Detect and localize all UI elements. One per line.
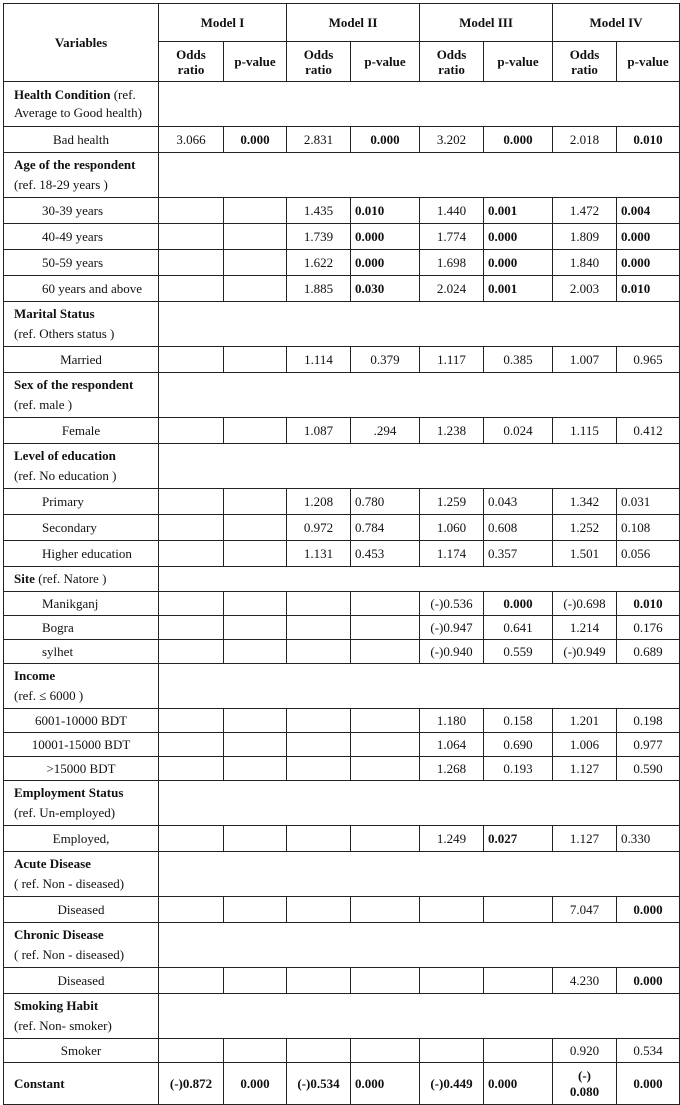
row-label: 10001-15000 BDT	[4, 733, 159, 757]
table-row	[4, 198, 680, 224]
group-row-site	[4, 567, 680, 592]
table-row	[4, 1039, 680, 1063]
p-value-cell: 0.001	[484, 198, 553, 224]
p-value-cell: 0.000	[351, 127, 420, 153]
group-label	[4, 923, 159, 968]
odds-ratio-cell: 1.440	[420, 198, 484, 224]
p-value-cell	[224, 616, 287, 640]
variables-header: Variables	[4, 4, 159, 82]
table-row	[4, 127, 680, 153]
odds-ratio-cell: (-)0.949	[553, 640, 617, 664]
odds-ratio-cell: 1.698	[420, 250, 484, 276]
p-value-cell	[351, 709, 420, 733]
p-value-cell	[224, 709, 287, 733]
row-label: sylhet	[4, 640, 159, 664]
odds-ratio-cell: 1.774	[420, 224, 484, 250]
odds-ratio-cell: 1.087	[287, 418, 351, 444]
group-ref: (ref. ≤ 6000 )	[14, 688, 84, 703]
p-value-cell	[224, 897, 287, 923]
p-value-cell	[224, 250, 287, 276]
odds-ratio-cell: 1.115	[553, 418, 617, 444]
group-label	[4, 781, 159, 826]
p-value-cell: 0.010	[351, 198, 420, 224]
group-empty-cell	[159, 153, 680, 198]
p-value-cell	[224, 826, 287, 852]
odds-ratio-cell	[287, 733, 351, 757]
p-value-cell: 0.559	[484, 640, 553, 664]
group-empty-cell	[159, 923, 680, 968]
p-value-cell: 0.027	[484, 826, 553, 852]
p-value-cell	[351, 733, 420, 757]
row-label: Bogra	[4, 616, 159, 640]
odds-ratio-cell: 1.180	[420, 709, 484, 733]
odds-ratio-cell: 1.342	[553, 489, 617, 515]
odds-ratio-cell	[287, 968, 351, 994]
p-value-cell: 0.000	[484, 224, 553, 250]
p-value-cell	[351, 592, 420, 616]
p-value-cell: 0.004	[617, 198, 680, 224]
p-value-cell	[224, 276, 287, 302]
odds-ratio-cell: 1.117	[420, 347, 484, 373]
p-value-header: p-value	[224, 42, 287, 82]
p-value-cell	[224, 968, 287, 994]
odds-ratio-cell	[159, 897, 224, 923]
odds-ratio-cell	[287, 826, 351, 852]
p-value-cell	[224, 489, 287, 515]
odds-ratio-cell: 1.885	[287, 276, 351, 302]
row-label: Smoker	[4, 1039, 159, 1063]
p-value-cell	[224, 347, 287, 373]
group-label	[4, 664, 159, 709]
group-ref: (ref. male )	[14, 397, 73, 412]
p-value-cell	[351, 826, 420, 852]
table-row	[4, 592, 680, 616]
group-row-chronic	[4, 923, 680, 968]
odds-ratio-cell	[159, 198, 224, 224]
table-row	[4, 418, 680, 444]
model-1-header: Model I	[159, 4, 287, 42]
odds-ratio-cell: 1.201	[553, 709, 617, 733]
row-label: Bad health	[4, 127, 159, 153]
odds-ratio-cell: 1.064	[420, 733, 484, 757]
odds-ratio-cell	[287, 592, 351, 616]
odds-ratio-cell: 1.739	[287, 224, 351, 250]
group-label	[4, 153, 159, 198]
odds-ratio-header: Odds ratio	[553, 42, 617, 82]
p-value-cell: 0.198	[617, 709, 680, 733]
group-row-employment	[4, 781, 680, 826]
p-value-cell: 0.000	[617, 968, 680, 994]
odds-ratio-cell: 1.127	[553, 826, 617, 852]
p-value-cell: 0.031	[617, 489, 680, 515]
odds-ratio-cell: (-)0.698	[553, 592, 617, 616]
odds-ratio-cell: 1.238	[420, 418, 484, 444]
p-value-cell	[224, 198, 287, 224]
p-value-header: p-value	[351, 42, 420, 82]
p-value-cell	[224, 541, 287, 567]
p-value-cell: 0.000	[224, 1063, 287, 1105]
p-value-header: p-value	[484, 42, 553, 82]
table-row	[4, 968, 680, 994]
group-empty-cell	[159, 302, 680, 347]
p-value-cell: 0.000	[484, 250, 553, 276]
constant-row	[4, 1063, 680, 1105]
odds-ratio-cell	[159, 592, 224, 616]
odds-ratio-cell	[287, 897, 351, 923]
p-value-cell	[484, 968, 553, 994]
p-value-cell	[351, 757, 420, 781]
odds-ratio-cell	[420, 1039, 484, 1063]
odds-ratio-cell: 1.501	[553, 541, 617, 567]
table-row	[4, 224, 680, 250]
group-ref: ( ref. Non - diseased)	[14, 876, 125, 891]
p-value-cell	[224, 757, 287, 781]
p-value-cell: 0.010	[617, 276, 680, 302]
p-value-cell: 0.590	[617, 757, 680, 781]
table-row	[4, 276, 680, 302]
p-value-cell: 0.108	[617, 515, 680, 541]
p-value-cell	[351, 640, 420, 664]
group-ref: (ref. 18-29 years )	[14, 177, 108, 192]
table-row	[4, 489, 680, 515]
p-value-cell	[224, 640, 287, 664]
p-value-cell: 0.010	[617, 592, 680, 616]
p-value-cell: 0.193	[484, 757, 553, 781]
odds-ratio-cell: 1.249	[420, 826, 484, 852]
odds-ratio-cell: 1.060	[420, 515, 484, 541]
group-row-income	[4, 664, 680, 709]
group-row-smoking	[4, 994, 680, 1039]
odds-ratio-cell: 2.018	[553, 127, 617, 153]
table-row	[4, 826, 680, 852]
odds-ratio-cell	[420, 968, 484, 994]
table-row	[4, 250, 680, 276]
odds-ratio-cell: 3.202	[420, 127, 484, 153]
odds-ratio-cell: (-)0.534	[287, 1063, 351, 1105]
regression-table	[3, 3, 680, 1105]
odds-ratio-cell	[159, 250, 224, 276]
group-ref: (ref. Others status )	[14, 326, 115, 341]
odds-ratio-cell: 3.066	[159, 127, 224, 153]
group-title: Chronic Disease	[14, 927, 104, 942]
odds-ratio-cell	[159, 616, 224, 640]
p-value-cell: 0.024	[484, 418, 553, 444]
model-4-header: Model IV	[553, 4, 680, 42]
odds-ratio-cell	[159, 276, 224, 302]
p-value-cell: 0.690	[484, 733, 553, 757]
group-row-marital	[4, 302, 680, 347]
odds-ratio-cell	[159, 709, 224, 733]
odds-ratio-cell	[159, 826, 224, 852]
p-value-cell: .294	[351, 418, 420, 444]
group-label	[4, 82, 159, 127]
row-label: Manikganj	[4, 592, 159, 616]
p-value-header: p-value	[617, 42, 680, 82]
model-2-header: Model II	[287, 4, 420, 42]
group-empty-cell	[159, 373, 680, 418]
odds-ratio-cell: 1.208	[287, 489, 351, 515]
group-title: Acute Disease	[14, 856, 91, 871]
odds-ratio-cell	[159, 418, 224, 444]
p-value-cell: 0.689	[617, 640, 680, 664]
odds-ratio-cell	[287, 757, 351, 781]
table-row	[4, 709, 680, 733]
group-label	[4, 852, 159, 897]
row-label: Constant	[4, 1063, 159, 1105]
group-ref: (ref. Non- smoker)	[14, 1018, 112, 1033]
p-value-cell: 0.000	[351, 250, 420, 276]
odds-ratio-cell: 0.920	[553, 1039, 617, 1063]
group-row-age	[4, 153, 680, 198]
group-ref: (ref. Natore )	[34, 571, 107, 586]
p-value-cell: 0.000	[484, 1063, 553, 1105]
group-title: Site	[14, 571, 35, 586]
odds-ratio-cell: 2.024	[420, 276, 484, 302]
row-label: 50-59 years	[4, 250, 159, 276]
odds-ratio-cell: 1.840	[553, 250, 617, 276]
odds-ratio-cell: 0.972	[287, 515, 351, 541]
group-row-acute	[4, 852, 680, 897]
group-title: Marital Status	[14, 306, 95, 321]
odds-ratio-cell: 1.622	[287, 250, 351, 276]
odds-ratio-cell: 1.252	[553, 515, 617, 541]
group-empty-cell	[159, 82, 680, 127]
table-row	[4, 515, 680, 541]
p-value-cell: 0.000	[617, 224, 680, 250]
group-label	[4, 444, 159, 489]
p-value-cell	[484, 1039, 553, 1063]
odds-ratio-cell: 1.472	[553, 198, 617, 224]
p-value-cell: 0.453	[351, 541, 420, 567]
group-empty-cell	[159, 852, 680, 897]
p-value-cell	[351, 897, 420, 923]
p-value-cell	[224, 592, 287, 616]
odds-ratio-cell: 4.230	[553, 968, 617, 994]
odds-ratio-cell	[159, 1039, 224, 1063]
group-empty-cell	[159, 567, 680, 592]
group-ref: ( ref. Non - diseased)	[14, 947, 125, 962]
row-label: Secondary	[4, 515, 159, 541]
odds-ratio-cell	[287, 1039, 351, 1063]
table-row	[4, 347, 680, 373]
odds-ratio-cell	[287, 616, 351, 640]
odds-ratio-cell: 1.174	[420, 541, 484, 567]
row-label: 40-49 years	[4, 224, 159, 250]
group-empty-cell	[159, 444, 680, 489]
group-empty-cell	[159, 994, 680, 1039]
p-value-cell	[484, 897, 553, 923]
odds-ratio-cell: 2.003	[553, 276, 617, 302]
row-label: >15000 BDT	[4, 757, 159, 781]
p-value-cell: 0.000	[351, 224, 420, 250]
row-label: 60 years and above	[4, 276, 159, 302]
group-empty-cell	[159, 781, 680, 826]
p-value-cell: 0.010	[617, 127, 680, 153]
p-value-cell: 0.000	[484, 127, 553, 153]
p-value-cell	[224, 733, 287, 757]
odds-ratio-cell: 1.435	[287, 198, 351, 224]
row-label: 30-39 years	[4, 198, 159, 224]
model-3-header: Model III	[420, 4, 553, 42]
table-row	[4, 541, 680, 567]
odds-ratio-cell	[287, 709, 351, 733]
odds-ratio-header: Odds ratio	[159, 42, 224, 82]
row-label: Married	[4, 347, 159, 373]
odds-ratio-cell: (-)0.940	[420, 640, 484, 664]
odds-ratio-header: Odds ratio	[420, 42, 484, 82]
row-label: Diseased	[4, 897, 159, 923]
odds-ratio-cell: 1.006	[553, 733, 617, 757]
row-label: Employed,	[4, 826, 159, 852]
odds-ratio-cell: 1.114	[287, 347, 351, 373]
table-row	[4, 616, 680, 640]
odds-ratio-cell: (-)0.872	[159, 1063, 224, 1105]
p-value-cell: 0.000	[617, 250, 680, 276]
odds-ratio-cell: 1.214	[553, 616, 617, 640]
p-value-cell: 0.043	[484, 489, 553, 515]
p-value-cell	[224, 224, 287, 250]
odds-ratio-cell	[159, 224, 224, 250]
p-value-cell: 0.176	[617, 616, 680, 640]
table-row	[4, 897, 680, 923]
group-row-education	[4, 444, 680, 489]
odds-ratio-cell	[159, 489, 224, 515]
p-value-cell: 0.330	[617, 826, 680, 852]
group-label	[4, 994, 159, 1039]
table-row	[4, 757, 680, 781]
group-row-health	[4, 82, 680, 127]
odds-ratio-cell: 7.047	[553, 897, 617, 923]
odds-ratio-cell: 1.809	[553, 224, 617, 250]
p-value-cell: 0.000	[617, 1063, 680, 1105]
group-empty-cell	[159, 664, 680, 709]
group-title: Age of the respondent	[14, 157, 136, 172]
p-value-cell: 0.030	[351, 276, 420, 302]
row-label: Female	[4, 418, 159, 444]
row-label: Primary	[4, 489, 159, 515]
odds-ratio-cell	[420, 897, 484, 923]
odds-ratio-cell: 1.259	[420, 489, 484, 515]
odds-ratio-cell	[287, 640, 351, 664]
group-title: Smoking Habit	[14, 998, 99, 1013]
group-ref: (ref. Un-employed)	[14, 805, 116, 820]
odds-ratio-header: Odds ratio	[287, 42, 351, 82]
odds-ratio-cell	[159, 541, 224, 567]
p-value-cell: 0.780	[351, 489, 420, 515]
odds-ratio-cell	[159, 640, 224, 664]
p-value-cell: 0.965	[617, 347, 680, 373]
odds-ratio-cell	[159, 757, 224, 781]
odds-ratio-cell: (-)0.536	[420, 592, 484, 616]
row-label: Higher education	[4, 541, 159, 567]
p-value-cell	[351, 1039, 420, 1063]
p-value-cell: 0.385	[484, 347, 553, 373]
odds-ratio-cell: (-)0.947	[420, 616, 484, 640]
row-label: Diseased	[4, 968, 159, 994]
p-value-cell: 0.977	[617, 733, 680, 757]
table-row	[4, 733, 680, 757]
group-ref: (ref. No education )	[14, 468, 117, 483]
group-title: Employment Status	[14, 785, 124, 800]
p-value-cell: 0.784	[351, 515, 420, 541]
p-value-cell: 0.379	[351, 347, 420, 373]
p-value-cell: 0.357	[484, 541, 553, 567]
p-value-cell	[351, 968, 420, 994]
p-value-cell: 0.412	[617, 418, 680, 444]
odds-ratio-cell: 1.127	[553, 757, 617, 781]
odds-ratio-cell: 2.831	[287, 127, 351, 153]
p-value-cell: 0.608	[484, 515, 553, 541]
group-title: Income	[14, 668, 56, 683]
p-value-cell	[351, 616, 420, 640]
p-value-cell: 0.000	[224, 127, 287, 153]
p-value-cell	[224, 515, 287, 541]
group-label	[4, 302, 159, 347]
table-row	[4, 640, 680, 664]
odds-ratio-cell: 1.131	[287, 541, 351, 567]
row-label: 6001-10000 BDT	[4, 709, 159, 733]
p-value-cell: 0.000	[351, 1063, 420, 1105]
odds-ratio-cell	[159, 968, 224, 994]
p-value-cell: 0.534	[617, 1039, 680, 1063]
group-row-sex	[4, 373, 680, 418]
p-value-cell: 0.001	[484, 276, 553, 302]
p-value-cell: 0.056	[617, 541, 680, 567]
p-value-cell	[224, 418, 287, 444]
odds-ratio-cell: (-) 0.080	[553, 1063, 617, 1105]
group-title: Level of education	[14, 448, 116, 463]
odds-ratio-cell	[159, 515, 224, 541]
p-value-cell: 0.158	[484, 709, 553, 733]
p-value-cell	[224, 1039, 287, 1063]
odds-ratio-cell: 1.007	[553, 347, 617, 373]
odds-ratio-cell: (-)0.449	[420, 1063, 484, 1105]
group-label	[4, 567, 159, 592]
p-value-cell: 0.000	[484, 592, 553, 616]
odds-ratio-cell: 1.268	[420, 757, 484, 781]
odds-ratio-cell	[159, 347, 224, 373]
p-value-cell: 0.000	[617, 897, 680, 923]
group-title: Sex of the respondent	[14, 377, 134, 392]
p-value-cell: 0.641	[484, 616, 553, 640]
odds-ratio-cell	[159, 733, 224, 757]
group-ref: (ref. Average to Good health)	[14, 87, 142, 120]
group-title: Health Condition	[14, 87, 111, 102]
group-label	[4, 373, 159, 418]
